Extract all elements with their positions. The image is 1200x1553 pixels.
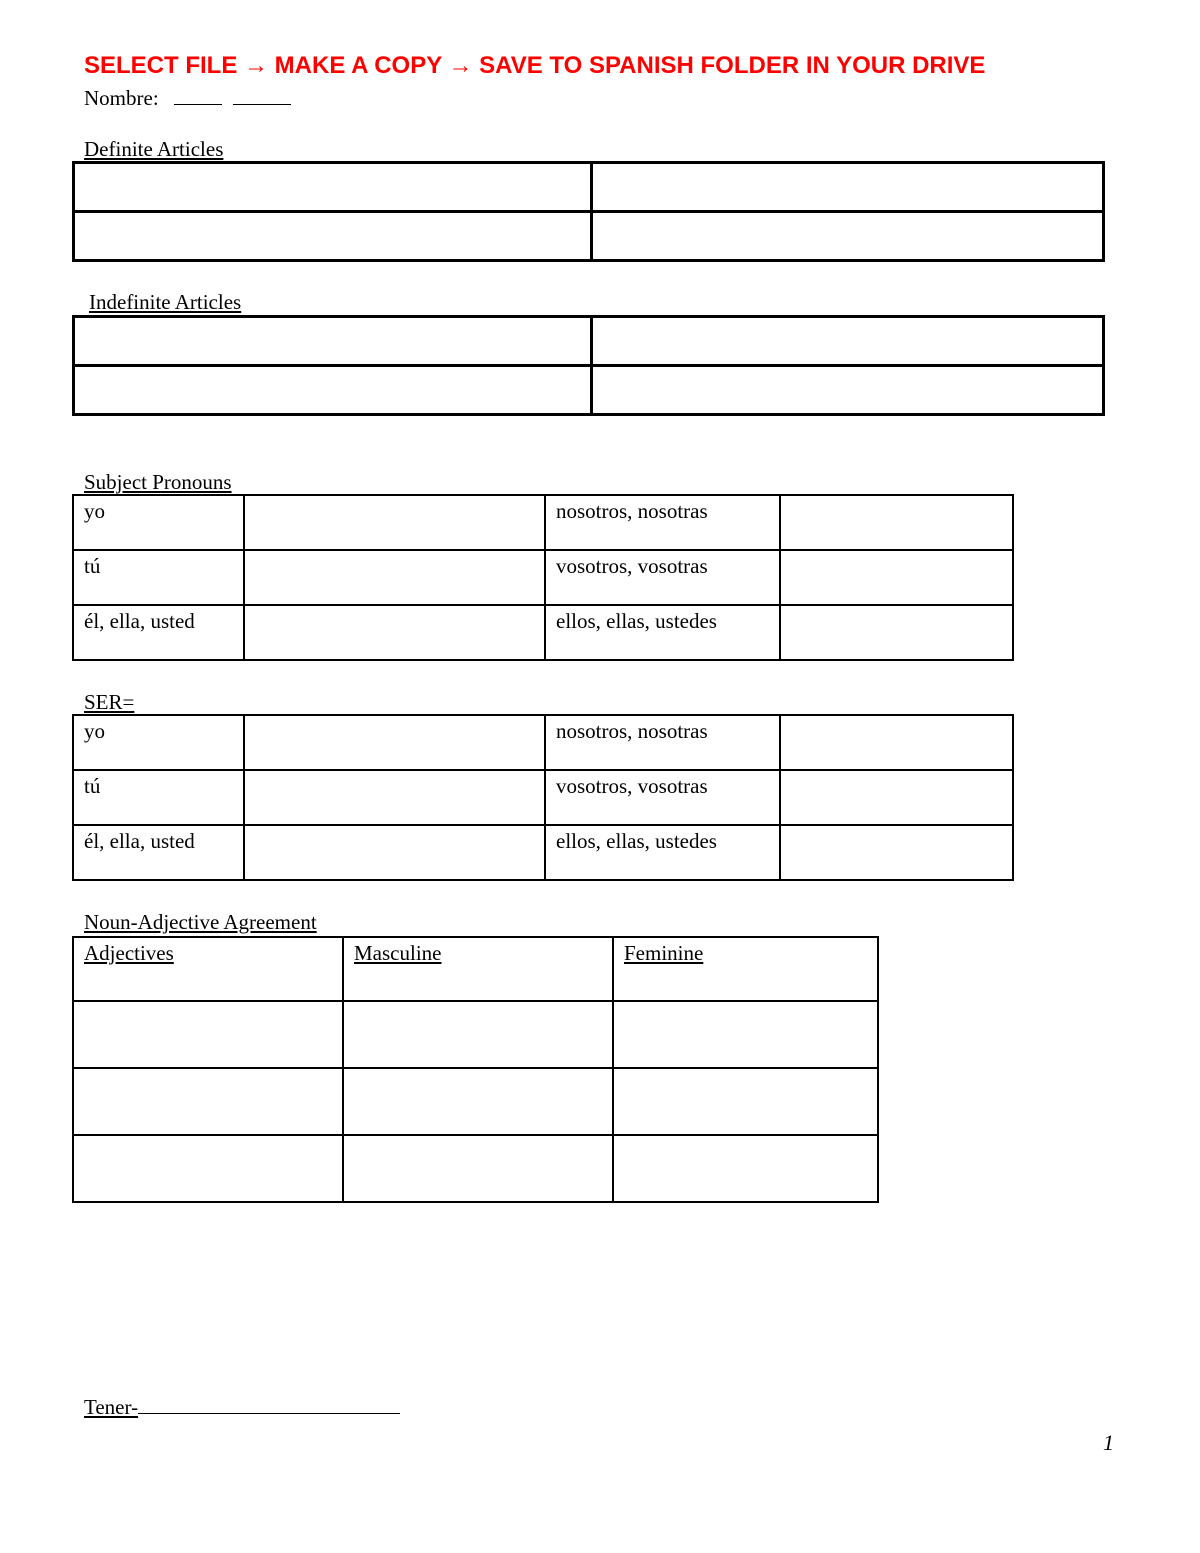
table-cell[interactable] bbox=[592, 212, 1104, 261]
answer-cell[interactable] bbox=[780, 770, 1013, 825]
pronoun-cell: vosotros, vosotras bbox=[545, 770, 780, 825]
pronoun-cell: ellos, ellas, ustedes bbox=[545, 605, 780, 660]
table-cell[interactable] bbox=[592, 317, 1104, 366]
answer-cell[interactable] bbox=[244, 715, 545, 770]
name-line bbox=[84, 84, 291, 111]
table-cell[interactable] bbox=[592, 366, 1104, 415]
instruction-banner: SELECT FILE → MAKE A COPY → SAVE TO SPANISH FOLDER IN YOUR DRIVE bbox=[84, 52, 986, 79]
answer-cell[interactable] bbox=[780, 495, 1013, 550]
column-header-feminine: Feminine bbox=[613, 937, 878, 1001]
answer-cell[interactable] bbox=[343, 1001, 613, 1068]
subject-pronouns-table bbox=[72, 494, 1014, 661]
ser-heading: SER= bbox=[84, 690, 135, 714]
answer-cell[interactable] bbox=[73, 1001, 343, 1068]
subject-pronouns-heading: Subject Pronouns bbox=[84, 470, 232, 494]
nombre-label: Nombre: bbox=[84, 86, 159, 110]
answer-cell[interactable] bbox=[780, 550, 1013, 605]
name-blank-1[interactable] bbox=[174, 84, 222, 105]
table-cell[interactable] bbox=[74, 212, 592, 261]
table-row bbox=[73, 1068, 878, 1135]
column-header-masculine: Masculine bbox=[343, 937, 613, 1001]
noun-adjective-heading: Noun-Adjective Agreement bbox=[84, 910, 317, 934]
indefinite-articles-heading: Indefinite Articles bbox=[89, 290, 242, 314]
answer-cell[interactable] bbox=[244, 825, 545, 880]
pronoun-cell: yo bbox=[73, 495, 244, 550]
indefinite-articles-table bbox=[72, 315, 1105, 416]
answer-cell[interactable] bbox=[73, 1135, 343, 1202]
table-row bbox=[73, 605, 1013, 660]
table-header-row bbox=[73, 937, 878, 1001]
table-cell[interactable] bbox=[74, 163, 592, 212]
tener-blank[interactable] bbox=[138, 1393, 400, 1414]
answer-cell[interactable] bbox=[244, 550, 545, 605]
table-row bbox=[73, 550, 1013, 605]
pronoun-cell: yo bbox=[73, 715, 244, 770]
table-row bbox=[73, 825, 1013, 880]
answer-cell[interactable] bbox=[780, 605, 1013, 660]
pronoun-cell: tú bbox=[73, 550, 244, 605]
pronoun-cell: él, ella, usted bbox=[73, 605, 244, 660]
tener-line bbox=[84, 1393, 400, 1420]
table-row bbox=[73, 495, 1013, 550]
pronoun-cell: vosotros, vosotras bbox=[545, 550, 780, 605]
definite-articles-heading: Definite Articles bbox=[84, 137, 224, 161]
noun-adjective-table bbox=[72, 936, 879, 1203]
answer-cell[interactable] bbox=[244, 770, 545, 825]
column-header-adjectives: Adjectives bbox=[73, 937, 343, 1001]
answer-cell[interactable] bbox=[613, 1068, 878, 1135]
pronoun-cell: ellos, ellas, ustedes bbox=[545, 825, 780, 880]
tener-label: Tener- bbox=[84, 1395, 139, 1419]
answer-cell[interactable] bbox=[780, 825, 1013, 880]
table-row bbox=[73, 770, 1013, 825]
page-number: 1 bbox=[1103, 1430, 1114, 1455]
table-cell[interactable] bbox=[74, 366, 592, 415]
answer-cell[interactable] bbox=[73, 1068, 343, 1135]
pronoun-cell: nosotros, nosotras bbox=[545, 495, 780, 550]
answer-cell[interactable] bbox=[613, 1135, 878, 1202]
answer-cell[interactable] bbox=[343, 1135, 613, 1202]
answer-cell[interactable] bbox=[780, 715, 1013, 770]
answer-cell[interactable] bbox=[613, 1001, 878, 1068]
table-cell[interactable] bbox=[74, 317, 592, 366]
answer-cell[interactable] bbox=[244, 495, 545, 550]
pronoun-cell: él, ella, usted bbox=[73, 825, 244, 880]
ser-table bbox=[72, 714, 1014, 881]
pronoun-cell: nosotros, nosotras bbox=[545, 715, 780, 770]
pronoun-cell: tú bbox=[73, 770, 244, 825]
answer-cell[interactable] bbox=[244, 605, 545, 660]
table-row bbox=[73, 715, 1013, 770]
table-cell[interactable] bbox=[592, 163, 1104, 212]
answer-cell[interactable] bbox=[343, 1068, 613, 1135]
table-row bbox=[73, 1135, 878, 1202]
name-blank-2[interactable] bbox=[233, 84, 291, 105]
table-row bbox=[73, 1001, 878, 1068]
definite-articles-table bbox=[72, 161, 1105, 262]
